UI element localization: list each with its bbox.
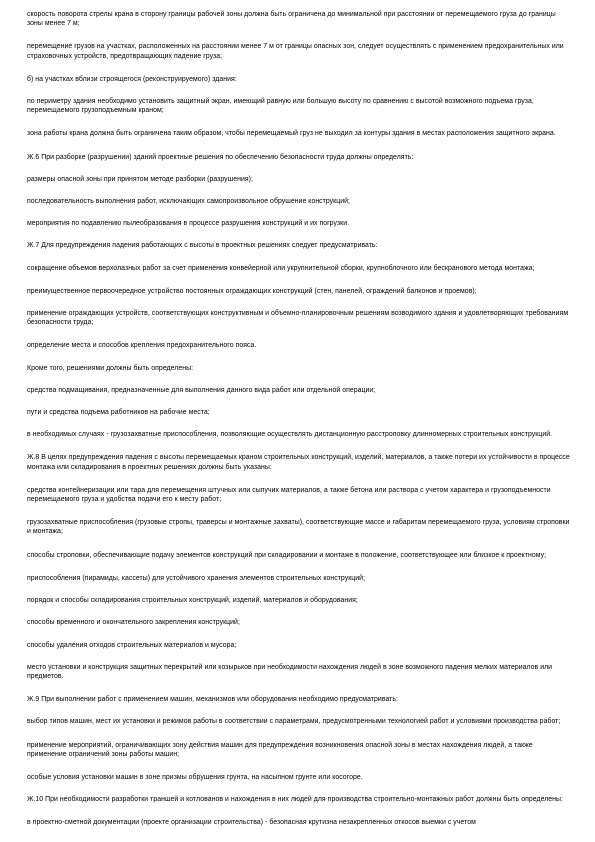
paragraph: способы удаления отходов строительных материалов и мусора; [27, 641, 237, 649]
section-heading: Ж.8 В целях предупреждения падения с высоты перемещаемых краном строительных конструкций, изделий, материалов, а также потери их устойчивости в процессе монтажа или складирования в проектных решениях должны быть указаны: [27, 454, 570, 471]
paragraph: средства контейнеризации или тара для перемещения штучных или сыпучих материалов, а также бетона или раствора с учетом характера и грузоподъемности перемещаемого груза и удобства подачи его к месту работ; [27, 486, 551, 504]
paragraph: место установки и конструкция защитных перекрытий или козырьков при необходимости нахождения людей в зоне возможного падения мелких материалов или предметов. [27, 663, 553, 680]
section-heading: Ж.6 При разборке (разрушении) зданий проектные решения по обеспечению безопасности труда должны определять: [27, 153, 414, 161]
paragraph: зона работы крана должна быть ограничена таким образом, чтобы перемещаемый груз не выходил за контуры здания в местах расположения защитного экрана. [27, 130, 556, 138]
paragraph: Кроме того, решениями должны быть определены: [27, 364, 194, 372]
paragraph: особые условия установки машин в зоне призмы обрушения грунта, на насыпном грунте или косогоре. [27, 773, 363, 781]
paragraph: применение мероприятий, ограничивающих зону действия машин для предупреждения возникновения опасной зоны в местах нахождения людей, а также применение ограничений зоны работы машин; [27, 741, 533, 758]
paragraph: применение ограждающих устройств, соответствующих конструктивным и объемно-планировочным решениям возводимого здания и удовлетворяющих требованиям безопасности труда; [27, 310, 569, 327]
paragraph: сокращение объемов верхолазных работ за счет применения конвейерной или укрупнительной сборки, крупноблочного или бескранового метода монтажа; [27, 264, 535, 272]
paragraph: способы временного и окончательного закрепления конструкций; [27, 619, 240, 627]
paragraph: в необходимых случаях - грузозахватные приспособления, позволяющие осуществлять дистанционную расстроповку длинномерных строительных конструкций. [27, 431, 553, 439]
paragraph: в проектно-сметной документации (проекте организации строительства) - безопасная крутизна незакрепленных откосов выемки с учетом [27, 819, 476, 827]
document-page [27, 10, 573, 836]
section-heading: Ж.9 При выполнении работ с применением машин, механизмов или оборудования необходимо предусматривать: [27, 696, 398, 704]
paragraph: мероприятия по подавлению пылеобразования в процессе разрушения конструкций и их погрузки. [27, 220, 350, 228]
paragraph: последовательность выполнения работ, исключающих самопроизвольное обрушение конструкций; [27, 198, 351, 206]
paragraph: размеры опасной зоны при принятом методе разборки (разрушения); [27, 175, 253, 183]
paragraph: перемещение грузов на участках, расположенных на расстоянии менее 7 м от границы опасных зон, следует осуществлять с применением предохранительных или страховочных устройств, предотвращающих падение груза; [27, 43, 564, 60]
paragraph: средства подмащивания, предназначенные для выполнения данного вида работ или отдельной операции; [27, 386, 376, 394]
paragraph: скорость поворота стрелы крана в сторону границы рабочей зоны должна быть ограничена до минимальной при расстоянии от перемещаемого груза до границы зоны менее 7 м; [27, 11, 556, 28]
section-heading: Ж.7 Для предупреждения падения работающих с высоты в проектных решениях следует предусматривать: [27, 242, 378, 250]
paragraph: выбор типов машин, мест их установки и режимов работы в соответствии с параметрами, предусмотренными технологией работ и условиями производства работ; [27, 718, 561, 726]
paragraph: приспособления (пирамиды, кассеты) для устойчивого хранения элементов строительных конструкций; [27, 574, 366, 582]
section-heading: Ж.10 При необходимости разработки траншей и котлованов и нахождения в них людей для производства строительно-монтажных работ должны быть определены: [27, 796, 564, 804]
paragraph: преимущественное первоочередное устройство постоянных ограждающих конструкций (стен, панелей, ограждений балконов и проемов); [27, 287, 477, 295]
paragraph: по периметру здания необходимо установить защитный экран, имеющий равную или большую высоту по сравнению с высотой возможного подъема груза, перемещаемого грузоподъемным краном; [27, 98, 534, 115]
paragraph: пути и средства подъема работников на рабочие места; [27, 409, 210, 417]
paragraph: б) на участках вблизи строящегося (реконструируемого) здания: [27, 75, 237, 83]
paragraph: способы строповки, обеспечивающие подачу элементов конструкций при складировании и монтаже в положение, соответствующее или близкое к проектному; [27, 551, 547, 559]
paragraph: определение места и способов крепления предохранительного пояса. [27, 342, 257, 350]
paragraph: порядок и способы складирования строительных конструкций, изделий, материалов и оборудования; [27, 597, 358, 605]
paragraph: грузозахватные приспособления (грузовые стропы, траверсы и монтажные захваты), соответствующие массе и габаритам перемещаемого груза, условиям строповки и монтажа; [27, 519, 570, 536]
